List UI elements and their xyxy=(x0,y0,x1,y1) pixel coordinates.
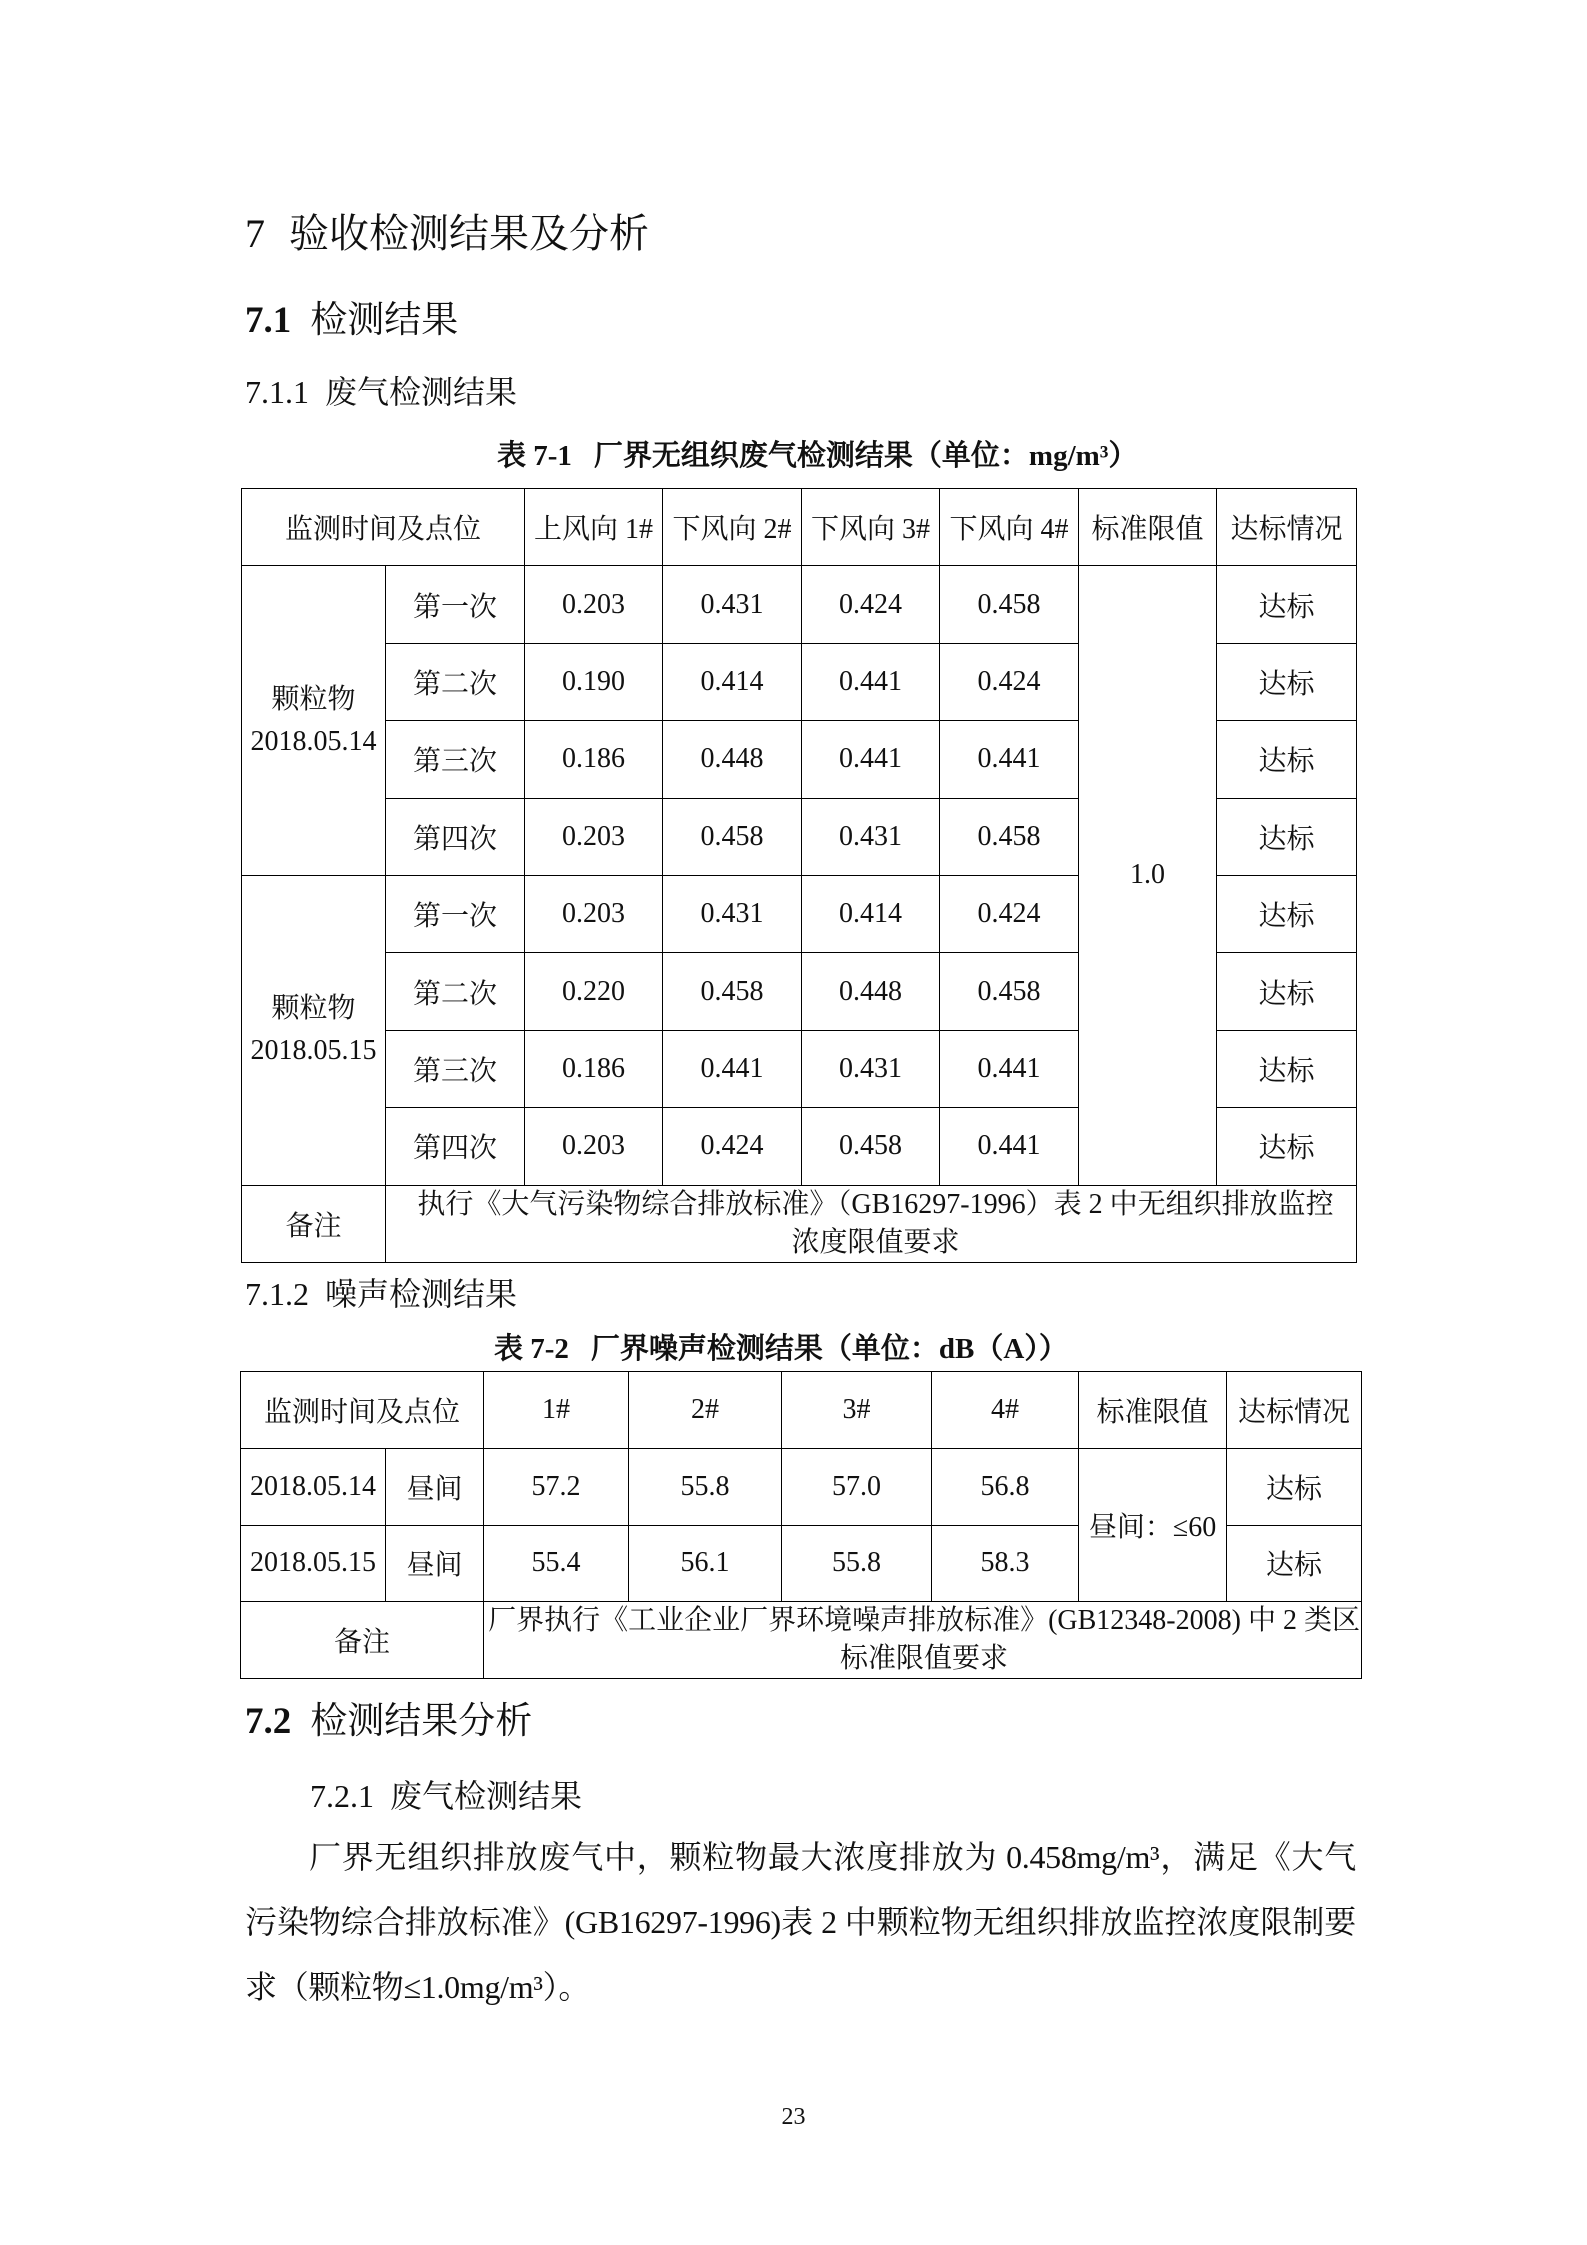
subsection-number: 7.1.1 xyxy=(245,374,309,410)
table-note-row xyxy=(241,1602,1362,1679)
header-site-3-cell: 下风向 3# xyxy=(802,489,940,566)
value-cell: 0.441 xyxy=(663,1030,802,1107)
status-cell: 达标 xyxy=(1217,953,1357,1030)
value-cell: 0.431 xyxy=(802,798,940,875)
note-line: 标准限值要求 xyxy=(840,1643,1009,1675)
header-site-2-cell: 2# xyxy=(629,1372,782,1449)
value-cell: 0.190 xyxy=(525,643,663,720)
round-cell: 第一次 xyxy=(386,875,525,952)
table-header-row xyxy=(241,1372,1362,1449)
header-standard-cell: 标准限值 xyxy=(1079,1372,1227,1449)
subsection-number: 7.1.2 xyxy=(245,1276,309,1312)
value-cell: 0.186 xyxy=(525,721,663,798)
section-number: 7.1 xyxy=(245,300,292,341)
emission-results-table xyxy=(241,488,1357,1263)
note-line: 浓度限值要求 xyxy=(791,1226,960,1258)
status-cell: 达标 xyxy=(1217,643,1357,720)
value-cell: 0.203 xyxy=(525,1108,663,1185)
header-status-cell: 达标情况 xyxy=(1217,489,1357,566)
value-cell: 0.203 xyxy=(525,798,663,875)
value-cell: 55.8 xyxy=(782,1525,932,1602)
value-cell: 0.458 xyxy=(663,953,802,1030)
value-cell: 0.441 xyxy=(802,721,940,798)
section-title: 检测结果分析 xyxy=(310,1699,533,1742)
chapter-title: 验收检测结果及分析 xyxy=(289,211,649,257)
header-site-1-cell: 1# xyxy=(484,1372,629,1449)
paragraph-line: 厂界无组织排放废气中，颗粒物最大浓度排放为 0.458mg/m³，满足《大气 xyxy=(309,1839,1356,1875)
subsection-title: 噪声检测结果 xyxy=(325,1276,518,1312)
value-cell: 0.424 xyxy=(940,875,1079,952)
value-cell: 0.458 xyxy=(663,798,802,875)
table-2-caption xyxy=(494,1331,1068,1367)
section-analysis-heading xyxy=(245,1699,532,1744)
value-cell: 0.431 xyxy=(663,875,802,952)
round-cell: 第一次 xyxy=(386,566,525,643)
value-cell: 0.203 xyxy=(525,875,663,952)
group-label-cell xyxy=(242,566,386,876)
paragraph-line: 求（颗粒物≤1.0mg/m³）。 xyxy=(245,1969,591,2005)
standard-limit-cell: 1.0 xyxy=(1079,566,1217,1185)
value-cell: 0.203 xyxy=(525,566,663,643)
note-line: 厂界执行《工业企业厂界环境噪声排放标准》(GB12348-2008) 中 2 类区 xyxy=(488,1605,1360,1637)
value-cell: 0.414 xyxy=(802,875,940,952)
status-cell: 达标 xyxy=(1217,875,1357,952)
subsection-gas-heading xyxy=(245,373,517,411)
date-cell: 2018.05.15 xyxy=(241,1525,386,1602)
header-status-cell: 达标情况 xyxy=(1227,1372,1362,1449)
value-cell: 0.448 xyxy=(802,953,940,1030)
round-cell: 第三次 xyxy=(386,1030,525,1107)
round-cell: 第二次 xyxy=(386,643,525,720)
value-cell: 57.0 xyxy=(782,1448,932,1525)
value-cell: 0.424 xyxy=(663,1108,802,1185)
chapter-number: 7 xyxy=(245,211,265,256)
pollutant-label: 颗粒物 xyxy=(271,993,356,1025)
status-cell: 达标 xyxy=(1227,1525,1362,1602)
subsection-gas-analysis-heading xyxy=(310,1777,582,1815)
value-cell: 0.448 xyxy=(663,721,802,798)
round-cell: 第四次 xyxy=(386,1108,525,1185)
status-cell: 达标 xyxy=(1217,1108,1357,1185)
subsection-noise-heading xyxy=(245,1275,517,1313)
round-cell: 第二次 xyxy=(386,953,525,1030)
table-header-row xyxy=(242,489,1357,566)
section-number: 7.2 xyxy=(245,1701,292,1742)
header-point-cell: 监测时间及点位 xyxy=(242,489,525,566)
value-cell: 0.431 xyxy=(802,1030,940,1107)
value-cell: 0.441 xyxy=(940,721,1079,798)
value-cell: 57.2 xyxy=(484,1448,629,1525)
value-cell: 0.441 xyxy=(802,643,940,720)
status-cell: 达标 xyxy=(1217,1030,1357,1107)
noise-results-table xyxy=(240,1371,1362,1679)
status-cell: 达标 xyxy=(1227,1448,1362,1525)
value-cell: 0.458 xyxy=(940,566,1079,643)
header-site-2-cell: 下风向 2# xyxy=(663,489,802,566)
table-note-row xyxy=(242,1185,1357,1262)
page-number: 23 xyxy=(781,2104,806,2130)
section-title: 检测结果 xyxy=(310,298,459,341)
value-cell: 56.1 xyxy=(629,1525,782,1602)
standard-limit-cell: 昼间：≤60 xyxy=(1079,1448,1227,1602)
caption-title: 厂界噪声检测结果（单位：dB（A）） xyxy=(590,1333,1068,1365)
note-label-cell: 备注 xyxy=(242,1185,386,1262)
value-cell: 0.458 xyxy=(940,953,1079,1030)
note-line: 执行《大气污染物综合排放标准》（GB16297-1996）表 2 中无组织排放监控 xyxy=(417,1188,1334,1220)
caption-number: 表 7-2 xyxy=(494,1333,569,1365)
value-cell: 0.186 xyxy=(525,1030,663,1107)
value-cell: 58.3 xyxy=(932,1525,1079,1602)
paragraph-line: 污染物综合排放标准》(GB16297-1996)表 2 中颗粒物无组织排放监控浓度限制要 xyxy=(245,1904,1356,1940)
value-cell: 0.458 xyxy=(940,798,1079,875)
header-standard-cell: 标准限值 xyxy=(1079,489,1217,566)
caption-number: 表 7-1 xyxy=(497,440,572,472)
group-label-cell xyxy=(242,875,386,1185)
status-cell: 达标 xyxy=(1217,798,1357,875)
status-cell: 达标 xyxy=(1217,721,1357,798)
table-row xyxy=(241,1448,1362,1525)
header-site-1-cell: 上风向 1# xyxy=(525,489,663,566)
date-label: 2018.05.15 xyxy=(250,1035,377,1067)
value-cell: 0.431 xyxy=(663,566,802,643)
pollutant-label: 颗粒物 xyxy=(271,683,356,715)
header-point-cell: 监测时间及点位 xyxy=(241,1372,484,1449)
status-cell: 达标 xyxy=(1217,566,1357,643)
value-cell: 56.8 xyxy=(932,1448,1079,1525)
date-label: 2018.05.14 xyxy=(250,725,377,757)
table-row xyxy=(242,566,1357,643)
round-cell: 第四次 xyxy=(386,798,525,875)
value-cell: 55.8 xyxy=(629,1448,782,1525)
value-cell: 0.441 xyxy=(940,1030,1079,1107)
subsection-title: 废气检测结果 xyxy=(390,1778,583,1814)
analysis-paragraph xyxy=(245,1825,1356,2020)
section-results-heading xyxy=(245,298,458,343)
note-text-cell xyxy=(386,1185,1357,1262)
subsection-number: 7.2.1 xyxy=(310,1778,374,1814)
header-site-4-cell: 4# xyxy=(932,1372,1079,1449)
value-cell: 0.424 xyxy=(802,566,940,643)
value-cell: 0.441 xyxy=(940,1108,1079,1185)
value-cell: 0.414 xyxy=(663,643,802,720)
period-cell: 昼间 xyxy=(386,1525,484,1602)
date-cell: 2018.05.14 xyxy=(241,1448,386,1525)
value-cell: 0.220 xyxy=(525,953,663,1030)
header-site-3-cell: 3# xyxy=(782,1372,932,1449)
note-text-cell xyxy=(484,1602,1362,1679)
table-1-caption xyxy=(497,438,1138,474)
note-label-cell: 备注 xyxy=(241,1602,484,1679)
period-cell: 昼间 xyxy=(386,1448,484,1525)
value-cell: 55.4 xyxy=(484,1525,629,1602)
subsection-title: 废气检测结果 xyxy=(325,374,518,410)
header-site-4-cell: 下风向 4# xyxy=(940,489,1079,566)
round-cell: 第三次 xyxy=(386,721,525,798)
value-cell: 0.424 xyxy=(940,643,1079,720)
value-cell: 0.458 xyxy=(802,1108,940,1185)
chapter-heading xyxy=(245,210,649,258)
caption-title: 厂界无组织废气检测结果（单位：mg/m³） xyxy=(593,440,1138,472)
